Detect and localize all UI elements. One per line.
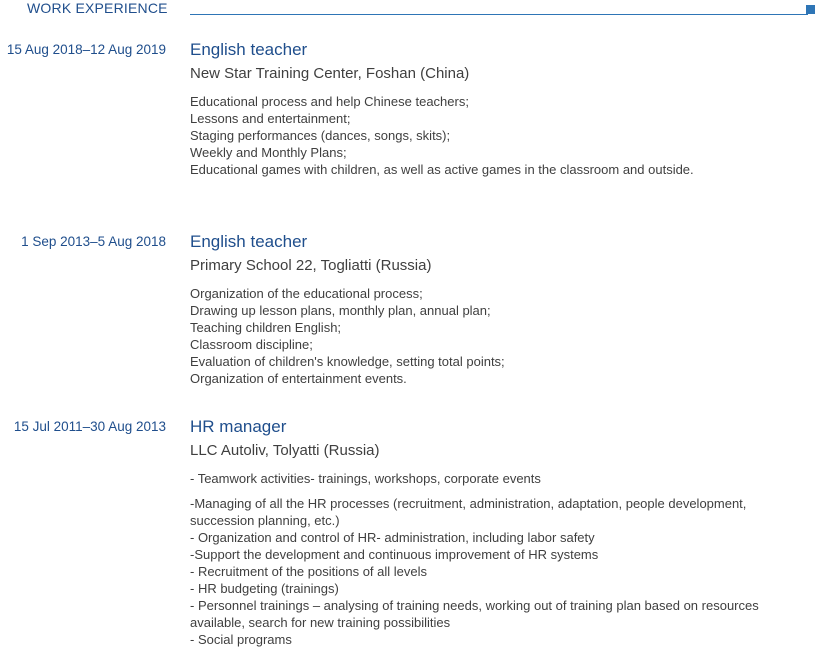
employer: New Star Training Center, Foshan (China) [190,65,470,82]
job-title: English teacher [190,40,308,59]
duty-item: Lessons and entertainment; [190,111,351,126]
duty-list [190,93,810,178]
duty-item: Educational games with children, as well as active games in the classroom and outside. [190,162,694,177]
duty-list [190,470,810,648]
entry-date: 1 Sep 2013–5 Aug 2018 [21,234,166,249]
duty-item: Drawing up lesson plans, monthly plan, annual plan; [190,303,491,318]
entry-date: 15 Jul 2011–30 Aug 2013 [13,419,166,434]
duty-item: Evaluation of children's knowledge, setting total points; [190,354,505,369]
duty-item: Teaching children English; [190,320,342,335]
entry-date: 15 Aug 2018–12 Aug 2019 [6,42,166,57]
employer: LLC Autoliv, Tolyatti (Russia) [190,442,380,459]
duty-item: Educational process and help Chinese teachers; [190,94,469,109]
duty-item: - Organization and control of HR- administration, including labor safety [190,530,595,545]
duty-item: Weekly and Monthly Plans; [190,145,347,160]
duty-item: Staging performances (dances, songs, skits); [190,128,451,143]
section-marker-square [806,5,815,14]
entry-body [190,40,810,178]
duty-list [190,285,810,387]
duty-item: Organization of entertainment events. [190,371,407,386]
job-title: HR manager [190,417,287,436]
duty-item: - Social programs [190,632,292,647]
entry-body [190,417,810,648]
section-title: WORK EXPERIENCE [27,0,168,16]
duty-item: - Recruitment of the positions of all levels [190,564,427,579]
job-title: English teacher [190,232,308,251]
section-divider [190,14,808,15]
duty-item: -Managing of all the HR processes (recruitment, administration, adaptation, people development, succession planning, etc.) [190,496,747,528]
section-header [0,0,816,20]
duty-item: -Support the development and continuous improvement of HR systems [190,547,599,562]
duty-item: - HR budgeting (trainings) [190,581,339,596]
duty-item: - Personnel trainings – analysing of training needs, working out of training plan based on resources available, search for new training possibilities [190,598,759,630]
entry-body [190,232,810,387]
duty-item: - Teamwork activities- trainings, workshops, corporate events [190,471,541,486]
duty-item: Classroom discipline; [190,337,313,352]
employer: Primary School 22, Togliatti (Russia) [190,257,432,274]
duty-item: Organization of the educational process; [190,286,423,301]
